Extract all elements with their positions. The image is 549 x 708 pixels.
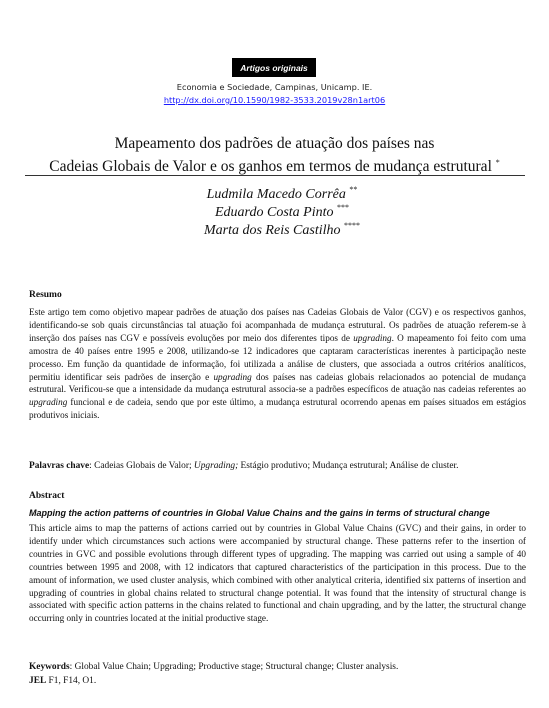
keywords	[29, 661, 526, 673]
author-name: Eduardo Costa Pinto	[215, 205, 334, 220]
jel-label: JEL	[29, 676, 47, 686]
resumo-text-1: Este artigo tem como objetivo mapear padrões de atuação dos países nas Cadeias Globais de Valor (CGV) e os respectivos ganhos, identificando-se sob quais circunstâncias tal atuação foi acompanhada de mudança estrutural. Os padrões de atuação referem-se à inserção dos países nas CGV e possíveis evoluções por meio dos diferentes tipos de	[29, 307, 526, 343]
jel-codes	[29, 675, 526, 687]
keywords-text: : Global Value Chain; Upgrading; Productive stage; Structural change; Cluster analysis.	[69, 662, 399, 672]
section-badge: Artigos originais	[232, 58, 316, 77]
jel-text: F1, F14, O1.	[46, 676, 97, 686]
author-name: Marta dos Reis Castilho	[203, 223, 341, 238]
resumo-heading: Resumo	[29, 290, 62, 300]
author-footnote-mark: ***	[337, 203, 349, 212]
abstract-heading: Abstract	[29, 491, 65, 501]
resumo-text-2: . O mapeamento foi feito com uma amostra de 40 países entre 1995 e 2008, utilizando-se 12 indicadores que captaram características inerentes à participação neste processo. Em função da quantidade de informação, foi utilizada a análise de clusters, que associada a outros critérios analíticos, permitiu identificar seis padrões de inserção e	[29, 332, 526, 382]
english-title: Mapping the action patterns of countries in Global Value Chains and the gains in terms of structural change	[29, 508, 490, 518]
abstract-body: This article aims to map the patterns of actions carried out by countries in Global Value Chains (GVC) and their gains, in order to identify under which circumstances such actions were accompanied by structural change. These patterns refer to the insertion of countries in GVC and possible evolutions through different types of upgrading. The mapping was carried out using a sample of 40 countries between 1995 and 2008, with 12 indicators that captured characteristics of the participation in this process. Due to the amount of information, we used cluster analysis, which combined with other analytical criteria, identified six patterns of insertion and upgrading of countries in global chains related to structural change potential. It was found that the intensity of structural change is associated with specific action patterns in the chains related to functional and chain upgrading, and by the latter, the structural change occurring only in countries located at the initial productive stage.	[29, 523, 526, 624]
palavras-chave-italic: Upgrading;	[193, 461, 239, 471]
article-title-line-2	[0, 153, 549, 176]
palavras-chave	[29, 460, 526, 472]
title-rule	[25, 175, 525, 176]
keywords-label: Keywords	[29, 662, 70, 672]
author-name: Ludmila Macedo Corrêa	[206, 187, 346, 202]
palavras-chave-text-1: : Cadeias Globais de Valor;	[89, 461, 194, 471]
palavras-chave-text-2: Estágio produtivo; Mudança estrutural; Análise de cluster.	[238, 461, 459, 471]
resumo-text-3: dos países nas cadeias globais relacionados ao potencial de mudança estrutural. Verificou-se que a intensidade da mudança estrutural associa-se a padrões específicos de atuação nas cadeias referentes ao	[29, 371, 527, 395]
title-footnote-mark: *	[495, 158, 500, 167]
resumo-text-4: funcional e de cadeia, sendo que por este último, a mudança estrutural ocorrendo apenas em países situados em estágios produtivos iniciais.	[29, 397, 526, 421]
resumo-italic-3: upgrading	[29, 397, 68, 408]
resumo-italic-2: upgrading	[213, 371, 252, 382]
author-footnote-mark: ****	[344, 221, 360, 230]
resumo-italic-1: upgrading	[353, 332, 392, 343]
resumo-body	[29, 306, 526, 422]
author-footnote-mark: **	[349, 185, 358, 194]
author-3	[132, 217, 432, 239]
journal-citation: Economia e Sociedade, Campinas, Unicamp. IE.	[176, 82, 373, 92]
palavras-chave-label: Palavras chave	[29, 461, 90, 471]
article-title-line-1: Mapeamento dos padrões de atuação dos países nas	[114, 135, 435, 152]
article-title-text: Cadeias Globais de Valor e os ganhos em termos de mudança estrutural	[49, 158, 492, 175]
doi-link[interactable]: http://dx.doi.org/10.1590/1982-3533.2019v28n1art06	[163, 95, 386, 105]
